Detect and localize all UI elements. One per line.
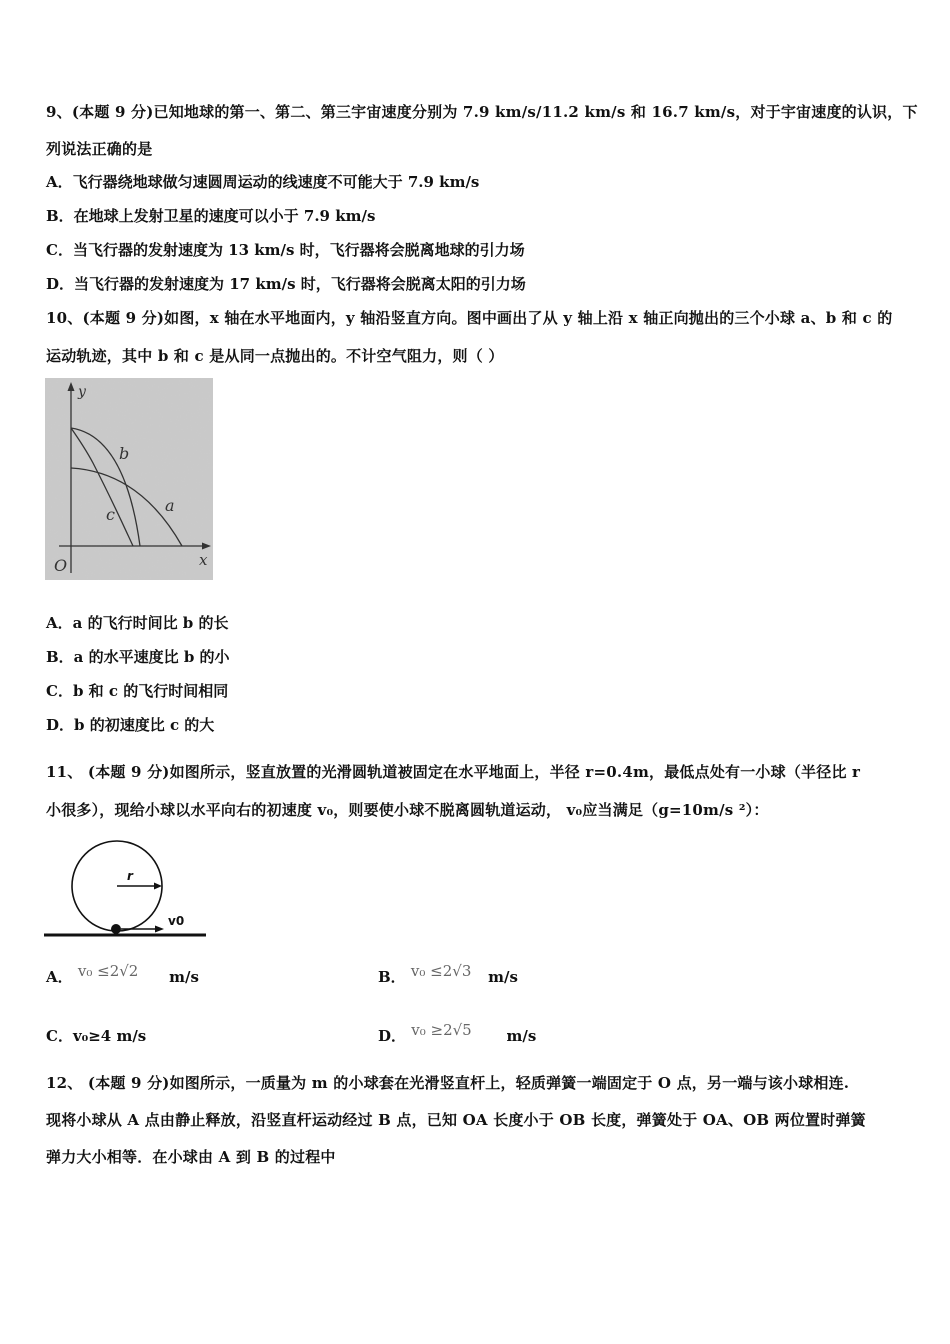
q12-stem-line3: 弹力大小相等．在小球由 A 到 B 的过程中 [46, 1148, 336, 1166]
q11-option-d-unit: m/s [506, 1027, 537, 1045]
q10-option-c: C．b 和 c 的飞行时间相同 [46, 682, 229, 700]
q11-option-b-expression: v₀ ≤2√3 [410, 962, 472, 980]
q11-option-b-label: B． [378, 968, 406, 986]
q12-stem-line2: 现将小球从 A 点由静止释放，沿竖直杆运动经过 B 点，已知 OA 长度小于 OB 长度，弹簧处于 OA、OB 两位置时弹簧 [46, 1111, 866, 1129]
q11-option-b [378, 962, 518, 987]
small-ball [111, 924, 121, 934]
q11-option-b-unit: m/s [488, 968, 518, 986]
y-axis-label: y [78, 384, 86, 400]
q11-stem-line1: 11、 (本题 9 分)如图所示，竖直放置的光滑圆轨道被固定在水平地面上，半径 r=0.4m，最低点处有一小球（半径比 r [46, 763, 861, 781]
q9-stem-line1: 9、(本题 9 分)已知地球的第一、第二、第三宇宙速度分别为 7.9 km/s/11.2 km/s 和 16.7 km/s，对于宇宙速度的认识，下 [46, 103, 918, 121]
radius-label: r [127, 869, 133, 883]
velocity-arrow-head [155, 926, 164, 933]
q10-option-a: A．a 的飞行时间比 b 的长 [46, 614, 229, 632]
q10-stem-line2: 运动轨迹，其中 b 和 c 是从同一点抛出的。不计空气阻力，则（ ） [46, 347, 504, 365]
q9-option-b: B．在地球上发射卫星的速度可以小于 7.9 km/s [46, 207, 376, 225]
q11-option-a [46, 962, 199, 987]
q10-trajectory-figure [45, 378, 213, 580]
curve-c-label: c [106, 505, 115, 524]
velocity-label: v0 [168, 914, 185, 928]
q11-stem-line2: 小很多），现给小球以水平向右的初速度 v₀，则要使小球不脱离圆轨道运动， v₀应当满足（g=10m/s ²）： [46, 801, 769, 819]
q11-option-d-label: D． [378, 1027, 407, 1045]
q9-option-a: A．飞行器绕地球做匀速圆周运动的线速度不可能大于 7.9 km/s [46, 173, 480, 191]
q11-option-c: C．v₀≥4 m/s [46, 1027, 147, 1045]
q11-option-a-unit: m/s [169, 968, 199, 986]
q10-stem-line1: 10、(本题 9 分)如图，x 轴在水平地面内，y 轴沿竖直方向。图中画出了从 y 轴上沿 x 轴正向抛出的三个小球 a、b 和 c 的 [46, 309, 893, 327]
curve-b-label: b [119, 444, 130, 463]
q11-option-a-expression: v₀ ≤2√2 [77, 962, 139, 980]
origin-label: O [54, 556, 68, 575]
q12-stem-line1: 12、 (本题 9 分)如图所示，一质量为 m 的小球套在光滑竖直杆上，轻质弹簧一端固定于 O 点，另一端与该小球相连. [46, 1074, 850, 1092]
q10-option-d: D．b 的初速度比 c 的大 [46, 716, 215, 734]
q11-option-a-label: A． [46, 968, 73, 986]
q9-stem-line2: 列说法正确的是 [46, 140, 153, 158]
q10-option-b: B．a 的水平速度比 b 的小 [46, 648, 230, 666]
q11-circular-track-figure [44, 840, 208, 942]
q11-option-d [378, 1021, 537, 1046]
q9-option-d: D．当飞行器的发射速度为 17 km/s 时，飞行器将会脱离太阳的引力场 [46, 275, 526, 293]
curve-a-label: a [165, 496, 175, 515]
q11-option-d-expression: v₀ ≥2√5 [411, 1021, 472, 1039]
radius-arrow-head [154, 883, 162, 890]
q9-option-c: C．当飞行器的发射速度为 13 km/s 时，飞行器将会脱离地球的引力场 [46, 241, 525, 259]
x-axis-label: x [199, 551, 208, 569]
